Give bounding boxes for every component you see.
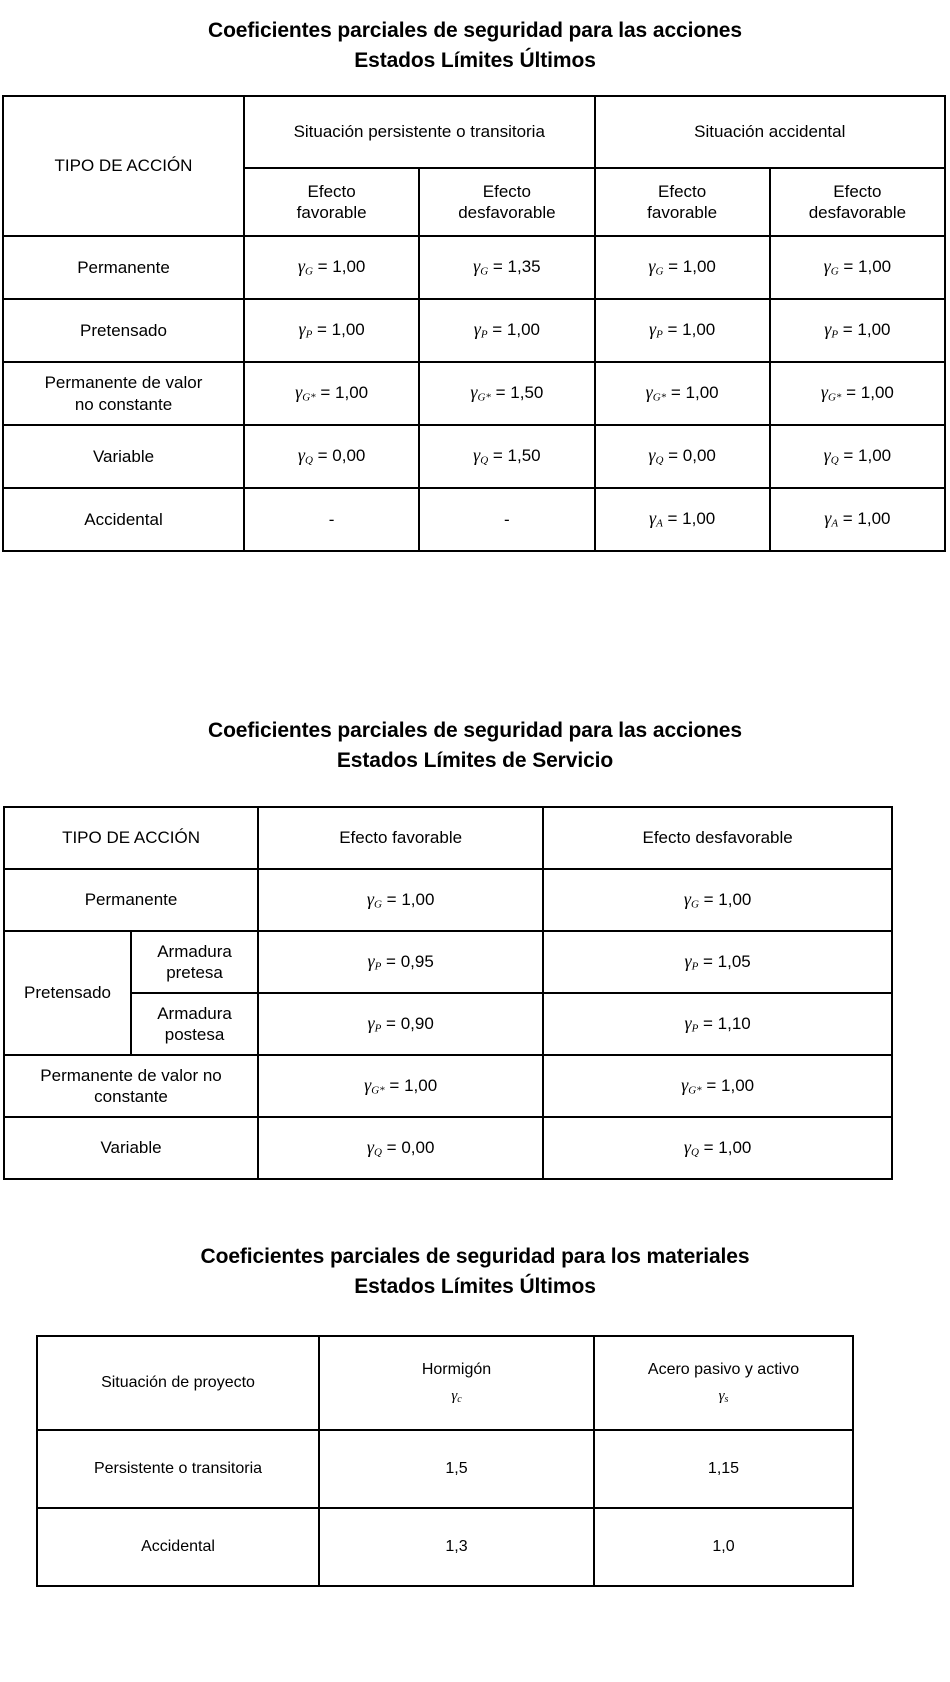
cell-value: $\gamma_Q = 0,00$ — [244, 425, 419, 488]
header-efecto-favorable-accidental — [595, 168, 770, 236]
gamma-c-symbol: $\gamma_c$ — [451, 1387, 462, 1405]
cell-value: $\gamma_Q = 1,00$ — [770, 425, 945, 488]
table-row — [3, 299, 945, 362]
title-line-2: Estados Límites Últimos — [354, 1274, 596, 1298]
cell-value: $\gamma_P = 0,90$ — [258, 993, 543, 1055]
cell-value: $\gamma_Q = 0,00$ — [595, 425, 770, 488]
cell-value: $\gamma_{G*} = 1,50$ — [419, 362, 594, 425]
header-efecto-word: Efecto — [833, 181, 882, 201]
header-desfavorable-word: desfavorable — [458, 203, 556, 222]
cell-value: $\gamma_A = 1,00$ — [595, 488, 770, 551]
row-label-persistente-o-transitoria: Persistente o transitoria — [37, 1430, 319, 1508]
header-efecto-favorable: Efecto favorable — [258, 807, 543, 869]
header-efecto-favorable-persistente — [244, 168, 419, 236]
cell-value: $\gamma_P = 1,10$ — [543, 993, 892, 1055]
section-title-els-acciones — [0, 716, 950, 776]
table-row — [3, 488, 945, 551]
header-hormigon — [319, 1336, 594, 1430]
table-row — [37, 1508, 853, 1586]
cell-value: $\gamma_P = 1,05$ — [543, 931, 892, 993]
row-label-pretensado: Pretensado — [4, 931, 131, 1055]
table-row — [4, 931, 892, 993]
row-label-line2: no constante — [74, 394, 173, 414]
table-elu-materiales — [36, 1335, 854, 1587]
table-row — [3, 425, 945, 488]
cell-value: $\gamma_{G*} = 1,00$ — [595, 362, 770, 425]
header-efecto-desfavorable: Efecto desfavorable — [543, 807, 892, 869]
section-title-elu-materiales — [0, 1242, 950, 1302]
header-tipo-de-accion: TIPO DE ACCIÓN — [4, 807, 258, 869]
cell-value: $\gamma_{G*} = 1,00$ — [543, 1055, 892, 1117]
cell-value: $\gamma_G = 1,00$ — [770, 236, 945, 299]
cell-value: $\gamma_G = 1,35$ — [419, 236, 594, 299]
row-label-accidental: Accidental — [3, 488, 244, 551]
header-group-accidental: Situación accidental — [595, 96, 946, 168]
table-els-acciones — [3, 806, 893, 1180]
cell-value-hormigon: 1,3 — [319, 1508, 594, 1586]
cell-value: $\gamma_Q = 1,00$ — [543, 1117, 892, 1179]
table-row — [3, 236, 945, 299]
cell-value: $\gamma_{G*} = 1,00$ — [244, 362, 419, 425]
cell-value: $\gamma_A = 1,00$ — [770, 488, 945, 551]
title-line-1: Coeficientes parciales de seguridad para los materiales — [200, 1245, 750, 1268]
row-label-accidental: Accidental — [37, 1508, 319, 1586]
cell-value: $\gamma_{G*} = 1,00$ — [258, 1055, 543, 1117]
table-els-acciones-wrapper — [3, 806, 893, 1180]
cell-value-empty: - — [419, 488, 594, 551]
title-line-1: Coeficientes parciales de seguridad para las acciones — [208, 719, 742, 742]
table-row — [37, 1430, 853, 1508]
cell-value: $\gamma_G = 1,00$ — [543, 869, 892, 931]
header-desfavorable-word: desfavorable — [808, 203, 907, 222]
table-elu-acciones-wrapper — [2, 95, 946, 552]
header-tipo-de-accion: TIPO DE ACCIÓN — [3, 96, 244, 236]
cell-value: $\gamma_G = 1,00$ — [244, 236, 419, 299]
cell-value-acero: 1,0 — [594, 1508, 853, 1586]
row-sublabel-armadura-postesa: Armadura postesa — [131, 993, 258, 1055]
table-row-header — [4, 807, 892, 869]
cell-value-empty: - — [244, 488, 419, 551]
table-row — [4, 869, 892, 931]
header-acero-label: Acero pasivo y activo — [647, 1360, 800, 1378]
table-row — [4, 993, 892, 1055]
cell-value-acero: 1,15 — [594, 1430, 853, 1508]
table-elu-materiales-wrapper — [36, 1335, 828, 1587]
header-situacion-de-proyecto: Situación de proyecto — [37, 1336, 319, 1430]
row-label-permanente-valor-no-constante: Permanente de valor no constante — [4, 1055, 258, 1117]
title-line-2: Estados Límites de Servicio — [336, 748, 614, 772]
cell-value: $\gamma_P = 1,00$ — [244, 299, 419, 362]
table-row — [3, 362, 945, 425]
header-favorable-word: favorable — [647, 203, 718, 222]
cell-value: $\gamma_{G*} = 1,00$ — [770, 362, 945, 425]
header-acero-pasivo-activo — [594, 1336, 853, 1430]
header-hormigon-label: Hormigón — [421, 1360, 492, 1378]
header-efecto-word: Efecto — [658, 181, 707, 201]
cell-value: $\gamma_P = 1,00$ — [595, 299, 770, 362]
row-label-variable: Variable — [3, 425, 244, 488]
title-line-2: Estados Límites Últimos — [354, 48, 596, 72]
header-favorable-word: favorable — [296, 203, 367, 222]
header-efecto-word: Efecto — [482, 181, 531, 201]
gamma-s-symbol: $\gamma_s$ — [718, 1387, 729, 1405]
row-label-pretensado: Pretensado — [3, 299, 244, 362]
cell-value: $\gamma_P = 1,00$ — [419, 299, 594, 362]
section-title-elu-acciones — [0, 16, 950, 76]
table-row-header-group — [3, 96, 945, 168]
row-sublabel-armadura-pretesa: Armadura pretesa — [131, 931, 258, 993]
header-group-persistente-transitoria: Situación persistente o transitoria — [244, 96, 595, 168]
title-line-1: Coeficientes parciales de seguridad para las acciones — [208, 19, 742, 42]
cell-value: $\gamma_G = 1,00$ — [258, 869, 543, 931]
header-efecto-word: Efecto — [307, 181, 356, 201]
row-label-variable: Variable — [4, 1117, 258, 1179]
table-row — [4, 1117, 892, 1179]
table-elu-acciones — [2, 95, 946, 552]
cell-value: $\gamma_P = 0,95$ — [258, 931, 543, 993]
cell-value: $\gamma_G = 1,00$ — [595, 236, 770, 299]
table-row — [4, 1055, 892, 1117]
cell-value-hormigon: 1,5 — [319, 1430, 594, 1508]
header-efecto-desfavorable-accidental — [770, 168, 945, 236]
cell-value: $\gamma_Q = 0,00$ — [258, 1117, 543, 1179]
table-row-header — [37, 1336, 853, 1430]
cell-value: $\gamma_Q = 1,50$ — [419, 425, 594, 488]
row-label-permanente-valor-no-constante — [3, 362, 244, 425]
row-label-permanente: Permanente — [4, 869, 258, 931]
row-label-line1: Permanente de valor — [44, 373, 203, 393]
row-label-permanente: Permanente — [3, 236, 244, 299]
header-efecto-desfavorable-persistente — [419, 168, 594, 236]
cell-value: $\gamma_P = 1,00$ — [770, 299, 945, 362]
